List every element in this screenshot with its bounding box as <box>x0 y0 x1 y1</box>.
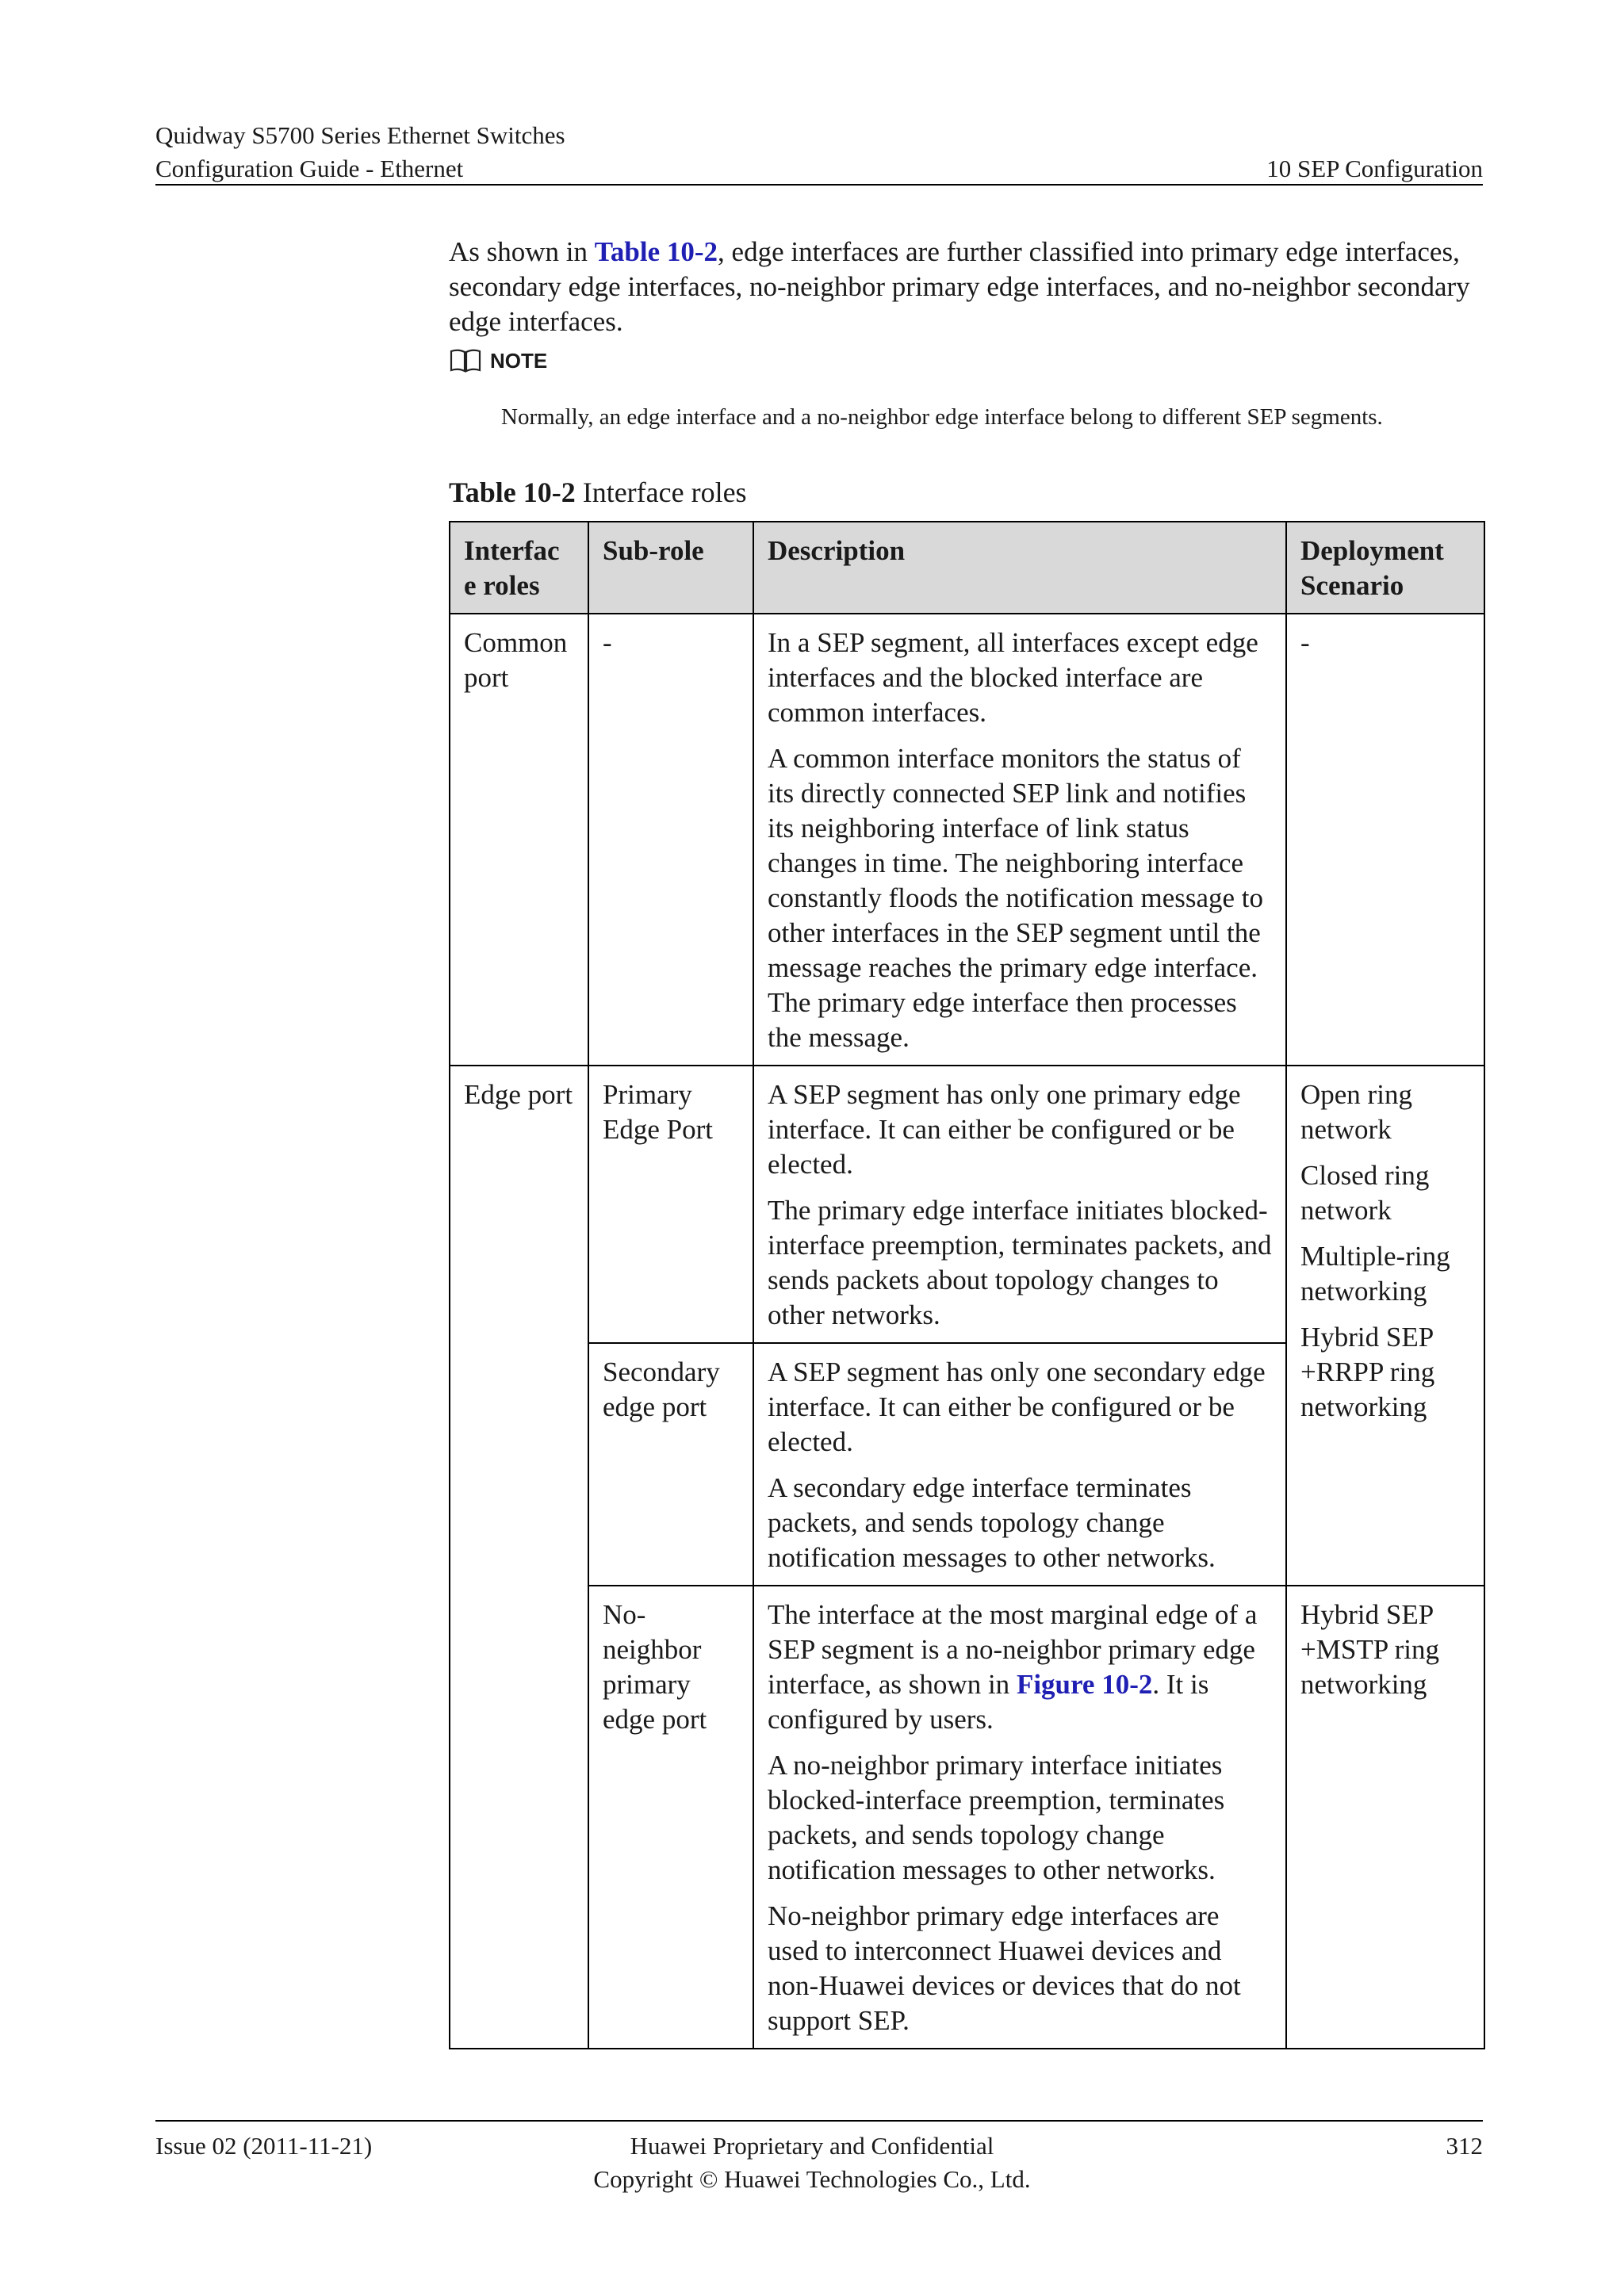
intro-suffix: , edge interfaces are further classified into primary edge interfaces, secondary edge interfaces, no-neighbor primary edge interfaces, and no-neighbor secondary edge interfaces. <box>449 236 1470 337</box>
subrole-cell: No-neighbor primary edge port <box>588 1586 753 2049</box>
table-10-2-link[interactable]: Table 10-2 <box>594 236 718 267</box>
scenario-cell: Hybrid SEP +MSTP ring networking <box>1286 1586 1484 2049</box>
description-paragraph: No-neighbor primary edge interfaces are used to interconnect Huawei devices and non-Huawei devices or devices that do not support SEP. <box>768 1900 1241 2036</box>
footer-issue: Issue 02 (2011-11-21) <box>155 2132 373 2160</box>
subrole-cell: Primary Edge Port <box>588 1066 753 1343</box>
role-cell: Edge port <box>450 1066 588 2049</box>
description-paragraph: A common interface monitors the status of its directly connected SEP link and notifies its neighboring interface of link status changes in time. The neighboring interface constantly floods the notification message to other interfaces in the SEP segment until the message reaches the primary edge interface. The primary edge interface then processes the message. <box>768 743 1264 1053</box>
description-cell <box>753 1343 1286 1586</box>
page-header <box>155 119 565 186</box>
description-suffix: . It is configured by users. <box>768 1669 1209 1735</box>
header-description: Description <box>753 522 1286 614</box>
footer-confidential: Huawei Proprietary and Confidential <box>630 2132 994 2160</box>
interface-roles-table <box>449 521 1485 2049</box>
description-paragraph: A secondary edge interface terminates packets, and sends topology change notification messages to other networks. <box>768 1472 1216 1573</box>
note-label: NOTE <box>490 348 548 373</box>
description-cell <box>753 614 1286 1066</box>
header-guide: Configuration Guide - Ethernet <box>155 155 464 182</box>
header-rule <box>155 184 1483 186</box>
description-paragraph: A SEP segment has only one secondary edge interface. It can either be configured or be elected. <box>768 1357 1266 1457</box>
header-interface-roles: Interfac e roles <box>450 522 588 614</box>
scenario-item: Multiple-ring networking <box>1300 1241 1450 1307</box>
description-cell <box>753 1586 1286 2049</box>
description-cell <box>753 1066 1286 1343</box>
header-product: Quidway S5700 Series Ethernet Switches <box>155 121 565 149</box>
scenario-cell <box>1286 1066 1484 1586</box>
header-deployment-scenario: Deployment Scenario <box>1286 522 1484 614</box>
table-header-row <box>450 522 1484 614</box>
role-cell: Common port <box>450 614 588 1066</box>
description-paragraph: A SEP segment has only one primary edge interface. It can either be configured or be elected. <box>768 1079 1241 1180</box>
footer-rule <box>155 2120 1483 2122</box>
scenario-cell: - <box>1286 614 1484 1066</box>
description-paragraph: A no-neighbor primary interface initiates blocked-interface preemption, terminates packets, and sends topology change notification messages to other networks. <box>768 1750 1225 1885</box>
figure-10-2-link[interactable]: Figure 10-2 <box>1016 1669 1153 1700</box>
table-row <box>450 614 1484 1066</box>
book-icon <box>449 347 482 374</box>
table-row <box>450 1066 1484 1343</box>
table-caption <box>449 474 747 511</box>
description-paragraph: In a SEP segment, all interfaces except edge interfaces and the blocked interface are common interfaces. <box>768 627 1258 728</box>
table-caption-text: Interface roles <box>575 476 747 508</box>
footer-center <box>0 2130 1624 2196</box>
scenario-item: Closed ring network <box>1300 1160 1430 1226</box>
intro-paragraph <box>449 235 1488 339</box>
scenario-item: Open ring network <box>1300 1079 1412 1145</box>
scenario-item: Hybrid SEP +RRPP ring networking <box>1300 1322 1435 1422</box>
table-caption-label: Table 10-2 <box>449 476 576 508</box>
footer-page-number: 312 <box>1446 2132 1483 2160</box>
header-chapter: 10 SEP Configuration <box>1266 155 1483 182</box>
subrole-cell: - <box>588 614 753 1066</box>
subrole-cell: Secondary edge port <box>588 1343 753 1586</box>
description-paragraph: The primary edge interface initiates blocked-interface preemption, terminates packets, and sends packets about topology changes to other networks. <box>768 1195 1272 1330</box>
table-row <box>450 1586 1484 2049</box>
footer-copyright: Copyright © Huawei Technologies Co., Ltd. <box>593 2165 1031 2193</box>
description-paragraph <box>768 1598 1273 1737</box>
note-heading <box>449 347 547 374</box>
description-prefix: The interface at the most marginal edge of a SEP segment is a no-neighbor primary edge interface, as shown in <box>768 1599 1258 1700</box>
intro-prefix: As shown in <box>449 236 595 267</box>
header-sub-role: Sub-role <box>588 522 753 614</box>
note-text: Normally, an edge interface and a no-neighbor edge interface belong to different SEP segments. <box>501 404 1383 430</box>
